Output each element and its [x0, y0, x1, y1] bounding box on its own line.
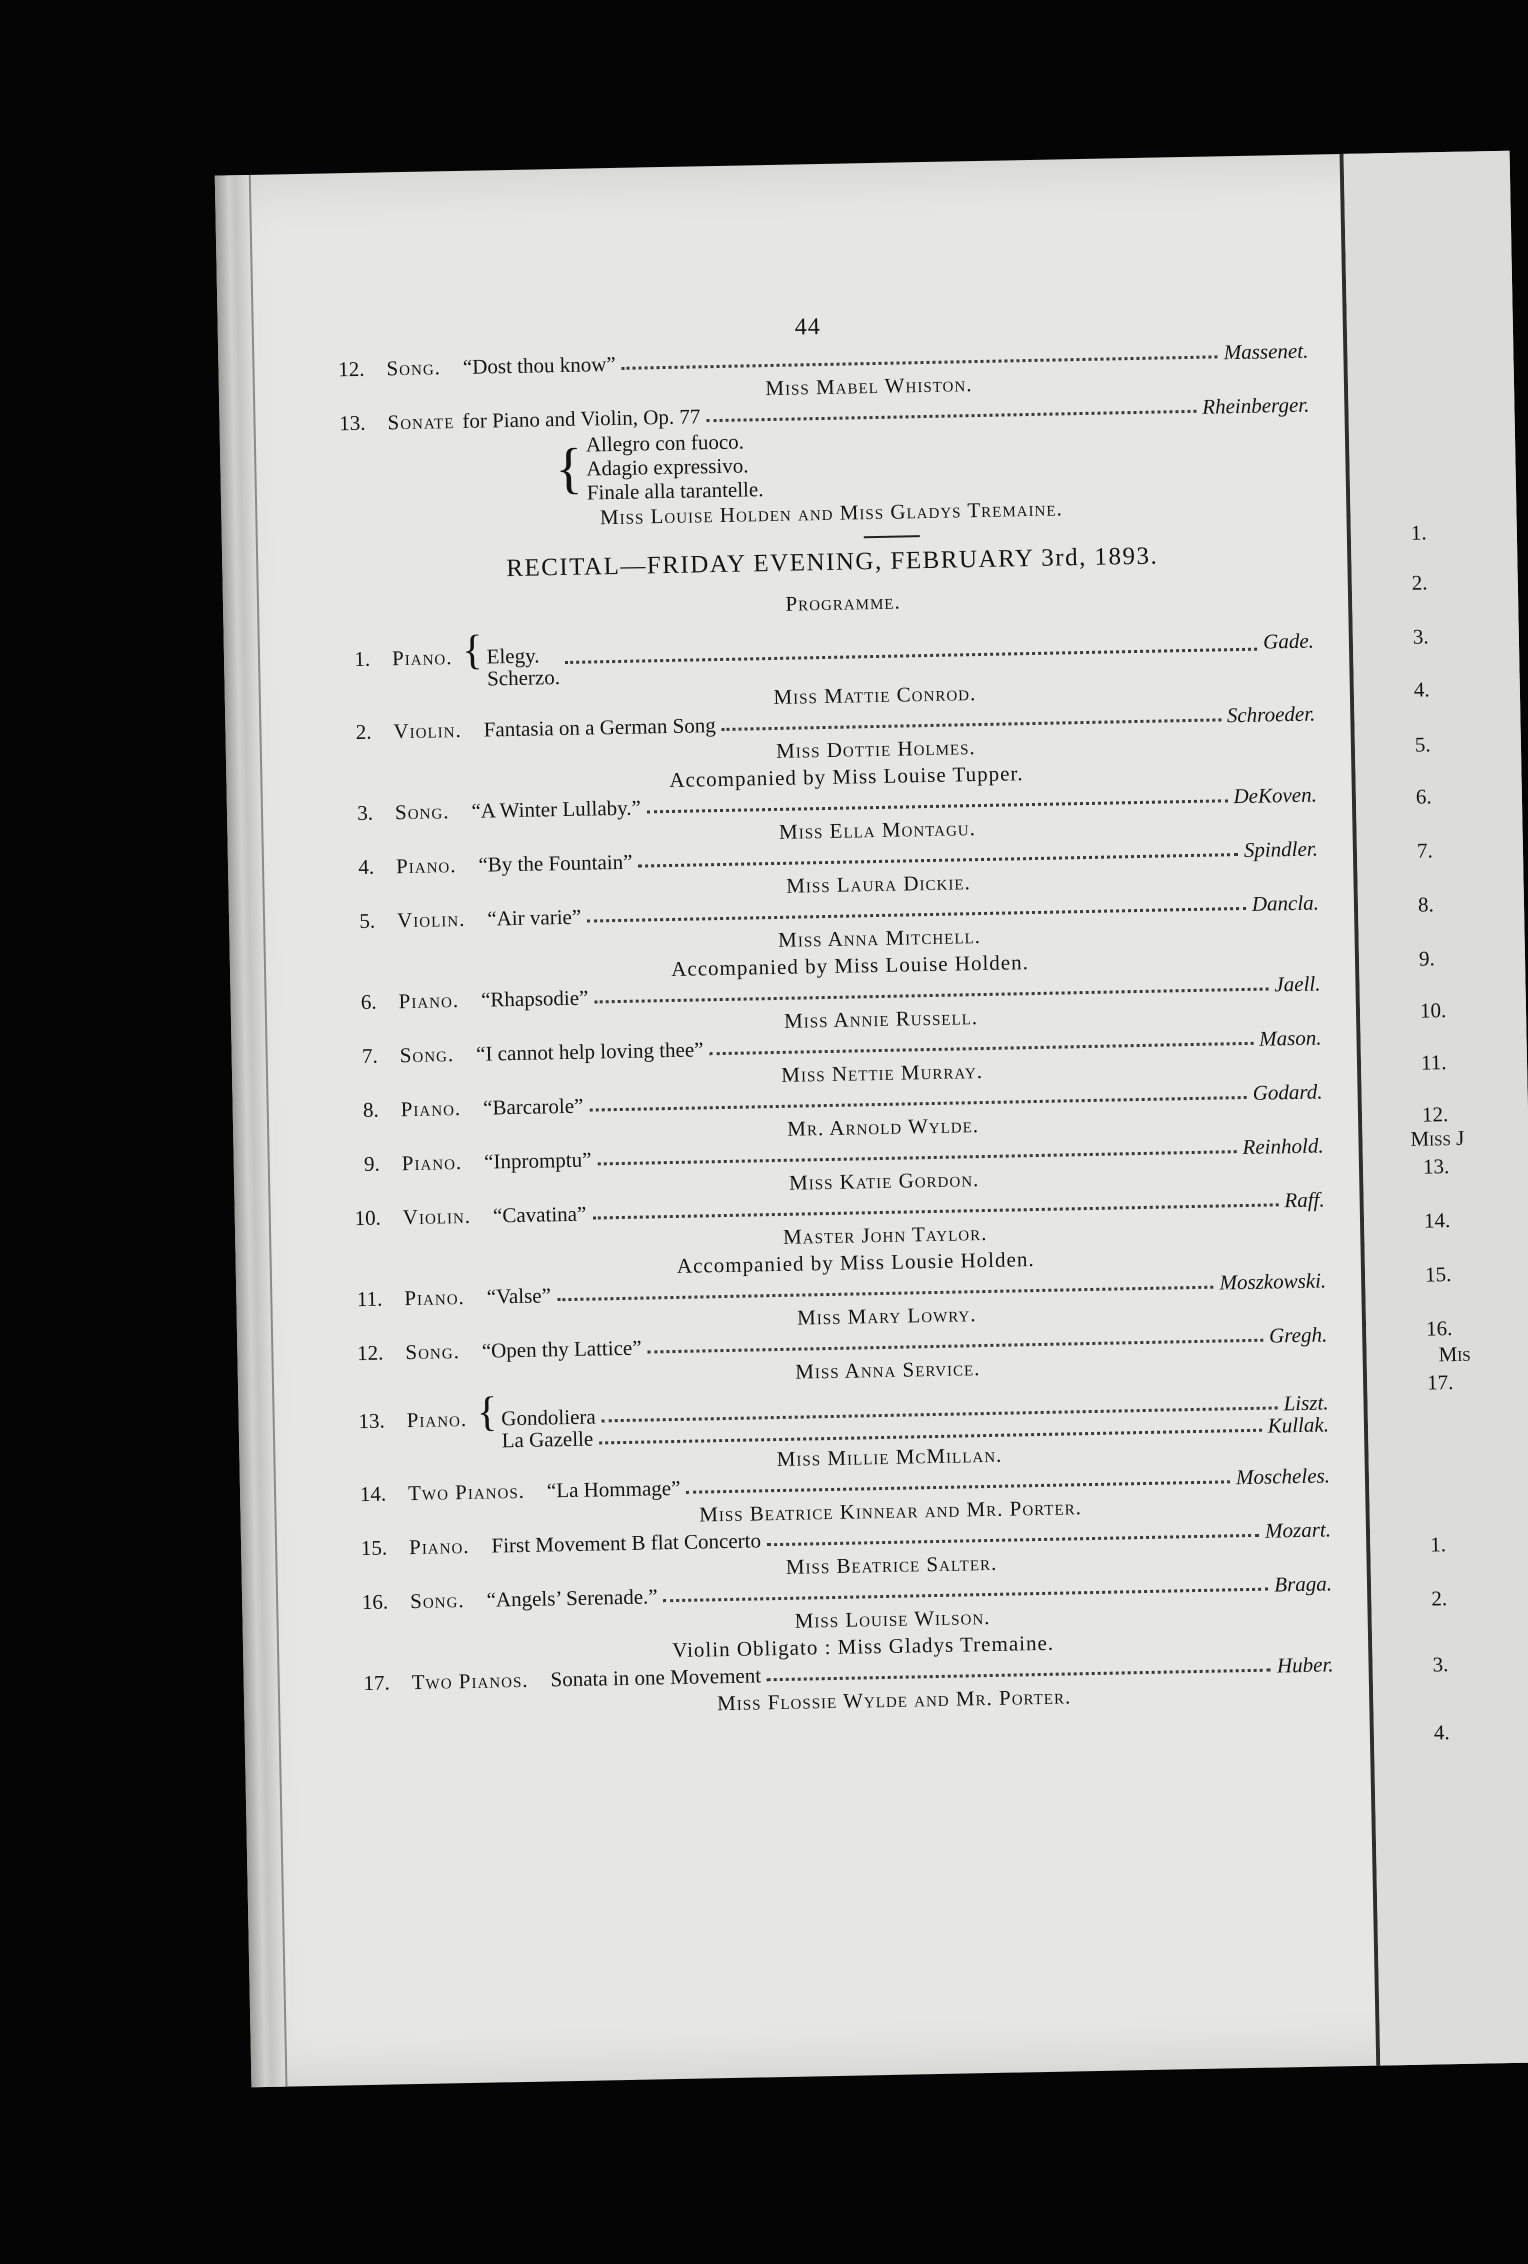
item-title: “Inpromptu”: [483, 1147, 592, 1174]
facing-item-number: 13.: [1422, 1154, 1450, 1179]
item-number: 8.: [362, 1097, 379, 1122]
item-title: “Barcarole”: [482, 1093, 584, 1120]
piece-list: [486, 644, 560, 689]
composer: Kullak.: [1267, 1412, 1330, 1438]
dot-leader: [706, 410, 1196, 422]
item-number: 1.: [354, 646, 371, 672]
item-type: Piano.: [398, 988, 460, 1014]
performer: Miss Mabel Whiston.: [765, 372, 973, 401]
item-number: 6.: [360, 989, 377, 1014]
facing-item-number: 14.: [1423, 1208, 1451, 1233]
composer: Spindler.: [1243, 836, 1319, 862]
dot-leader: [767, 1534, 1259, 1546]
item-type: Piano.: [391, 645, 453, 671]
item-type: Piano.: [395, 853, 457, 879]
item-number: 5.: [359, 908, 376, 933]
performer: Miss Anna Mitchell.: [777, 924, 982, 952]
item-type: Song.: [386, 355, 442, 381]
composer: Godard.: [1252, 1079, 1323, 1105]
composer: Gade.: [1262, 628, 1315, 654]
facing-item-number: 3.: [1412, 624, 1429, 649]
item-number: 10.: [354, 1205, 382, 1231]
item-number: 17.: [363, 1670, 390, 1696]
piece-title: Scherzo.: [486, 665, 561, 691]
piece-title: Gondoliera: [501, 1404, 596, 1431]
performer: Master John Taylor.: [782, 1220, 988, 1249]
performer: Miss Mary Lowry.: [796, 1302, 977, 1330]
facing-item-number: 7.: [1416, 838, 1433, 863]
composer: DeKoven.: [1233, 782, 1318, 809]
performer: Mr. Arnold Wylde.: [787, 1113, 980, 1141]
item-title: “Rhapsodie”: [480, 985, 589, 1012]
item-title: for Piano and Violin, Op. 77: [462, 404, 701, 433]
performer: Miss Louise Wilson.: [794, 1604, 991, 1633]
program-page: [215, 151, 1528, 2088]
item-type: Violin.: [393, 717, 462, 744]
page-number: 44: [794, 314, 822, 341]
performer: Miss Annie Russell.: [783, 1005, 979, 1033]
brace: {: [461, 627, 483, 674]
item-number: 2.: [355, 719, 372, 745]
item-number: 11.: [356, 1286, 383, 1312]
movement: Adagio expressivo.: [586, 453, 749, 481]
performer: Miss Nettie Murray.: [781, 1059, 984, 1087]
facing-fragment: Miss J: [1410, 1125, 1465, 1151]
facing-item-number: 10.: [1419, 998, 1447, 1023]
facing-item-number: 15.: [1424, 1262, 1452, 1287]
facing-item-number: 16.: [1425, 1316, 1453, 1341]
item-number: 16.: [361, 1589, 389, 1615]
item-title: “I cannot help loving thee”: [475, 1037, 704, 1066]
dot-leader: [686, 1480, 1230, 1493]
book-spine-edge: [215, 175, 288, 2087]
facing-item-number: 17.: [1426, 1370, 1454, 1395]
facing-item-number: 6.: [1415, 784, 1432, 809]
facing-item-number: 4.: [1433, 1720, 1450, 1745]
performer: Miss Beatrice Salter.: [785, 1550, 998, 1579]
composer: Braga.: [1274, 1571, 1333, 1597]
accompanist: Accompanied by Miss Louise Tupper.: [669, 761, 1024, 792]
facing-item-number: 4.: [1413, 677, 1430, 702]
facing-item-number: 1.: [1410, 520, 1427, 545]
performer: Miss Mattie Conrod.: [773, 681, 977, 709]
item-type: Violin.: [402, 1203, 472, 1230]
item-number: 7.: [361, 1043, 378, 1068]
item-type: Violin.: [396, 906, 466, 933]
accompanist: Violin Obligato : Miss Gladys Tremaine.: [671, 1630, 1055, 1663]
item-title: Sonata in one Movement: [550, 1663, 762, 1692]
composer: Massenet.: [1223, 338, 1309, 365]
composer: Liszt.: [1283, 1390, 1329, 1416]
item-title: “Angels’ Serenade.”: [486, 1584, 658, 1612]
item-title: First Movement B flat Concerto: [491, 1528, 762, 1558]
item-type: Two Pianos.: [407, 1478, 526, 1506]
facing-item-number: 2.: [1411, 570, 1428, 595]
composer: Moscheles.: [1235, 1463, 1331, 1490]
programme-label: Programme.: [785, 589, 901, 616]
item-number: 3.: [357, 800, 374, 825]
composer: Dancla.: [1251, 890, 1320, 916]
dot-leader: [566, 647, 1258, 663]
composer: Mozart.: [1264, 1517, 1332, 1543]
facing-item-number: 3.: [1432, 1652, 1449, 1677]
facing-item-number: 2.: [1431, 1586, 1448, 1611]
performer: Miss Millie McMillan.: [776, 1442, 1003, 1472]
composer: Huber.: [1276, 1652, 1334, 1678]
item-title: “Air varie”: [487, 904, 582, 931]
item-type: Piano.: [408, 1533, 470, 1560]
item-number: 12.: [356, 1340, 384, 1366]
item-number: 4.: [358, 854, 375, 879]
item-number: 13.: [358, 1408, 385, 1434]
facing-fragment: Mis: [1438, 1341, 1471, 1367]
item-type: Song.: [399, 1042, 455, 1068]
performer: Miss Flossie Wylde and Mr. Porter.: [716, 1684, 1072, 1716]
recital-heading: RECITAL—FRIDAY EVENING, FEBRUARY 3rd, 1893.: [506, 542, 1159, 583]
accompanist: Accompanied by Miss Lousie Holden.: [676, 1247, 1035, 1278]
composer: Mason.: [1258, 1025, 1322, 1051]
item-number: 15.: [360, 1535, 388, 1561]
brace: {: [476, 1389, 498, 1436]
performer: Miss Katie Gordon.: [788, 1167, 980, 1195]
item-title: “Open thy Lattice”: [481, 1335, 642, 1363]
item-number: 14.: [359, 1481, 387, 1507]
performer: Miss Ella Montagu.: [778, 816, 977, 844]
item-type: Piano.: [400, 1096, 462, 1122]
section-rule: [864, 535, 920, 538]
composer: Jaell.: [1274, 971, 1321, 997]
facing-item-number: 11.: [1420, 1050, 1447, 1075]
dot-leader: [710, 1042, 1254, 1055]
performer: Miss Beatrice Kinnear and Mr. Porter.: [698, 1495, 1083, 1527]
brace: {: [554, 437, 583, 501]
performer: Miss Dottie Holmes.: [775, 735, 976, 763]
item-title: “Dost thou know”: [462, 351, 616, 379]
item-number: 12.: [338, 356, 365, 382]
movement: Allegro con fuoco.: [585, 429, 745, 457]
item-type: Song.: [405, 1339, 461, 1365]
item-number: 13.: [339, 410, 366, 436]
facing-item-number: 9.: [1418, 946, 1435, 971]
composer: Schroeder.: [1226, 701, 1316, 728]
item-type: Piano.: [401, 1150, 463, 1176]
dot-leader: [767, 1669, 1271, 1682]
item-title: “A Winter Lullaby.”: [471, 795, 642, 823]
item-type: Sonate: [387, 409, 455, 435]
item-title: “By the Fountain”: [478, 849, 633, 877]
item-title: “La Hommage”: [546, 1475, 681, 1503]
piece-title: Elegy.: [486, 643, 540, 669]
piece-title: La Gazelle: [501, 1426, 594, 1453]
movement: Finale alla tarantelle.: [586, 477, 764, 505]
facing-item-number: 1.: [1430, 1532, 1447, 1557]
composer: Reinhold.: [1242, 1133, 1324, 1160]
item-type: Song.: [394, 799, 450, 825]
facing-item-number: 5.: [1414, 732, 1431, 757]
item-title: Fantasia on a German Song: [483, 713, 716, 742]
performer: Miss Laura Dickie.: [785, 870, 971, 898]
item-number: 9.: [363, 1151, 380, 1176]
facing-item-number: 12.: [1421, 1102, 1449, 1127]
composer: Gregh.: [1268, 1322, 1328, 1348]
composer: Moszkowski.: [1219, 1268, 1327, 1295]
item-type: Two Pianos.: [411, 1667, 529, 1695]
accompanist: Accompanied by Miss Louise Holden.: [670, 950, 1030, 981]
performer: Miss Louise Holden and Miss Gladys Tremaine.: [599, 496, 1063, 530]
performer: Miss Anna Service.: [794, 1356, 981, 1384]
facing-item-number: 8.: [1417, 892, 1434, 917]
page-content: [308, 305, 1335, 1725]
item-type: Piano.: [404, 1285, 465, 1311]
composer: Raff.: [1284, 1187, 1325, 1213]
composer: Rheinberger.: [1202, 392, 1310, 419]
item-title: “Valse”: [486, 1283, 552, 1309]
item-title: “Cavatina”: [492, 1201, 587, 1228]
dot-leader: [722, 718, 1221, 731]
item-type: Piano.: [406, 1406, 468, 1433]
item-type: Song.: [409, 1588, 465, 1614]
